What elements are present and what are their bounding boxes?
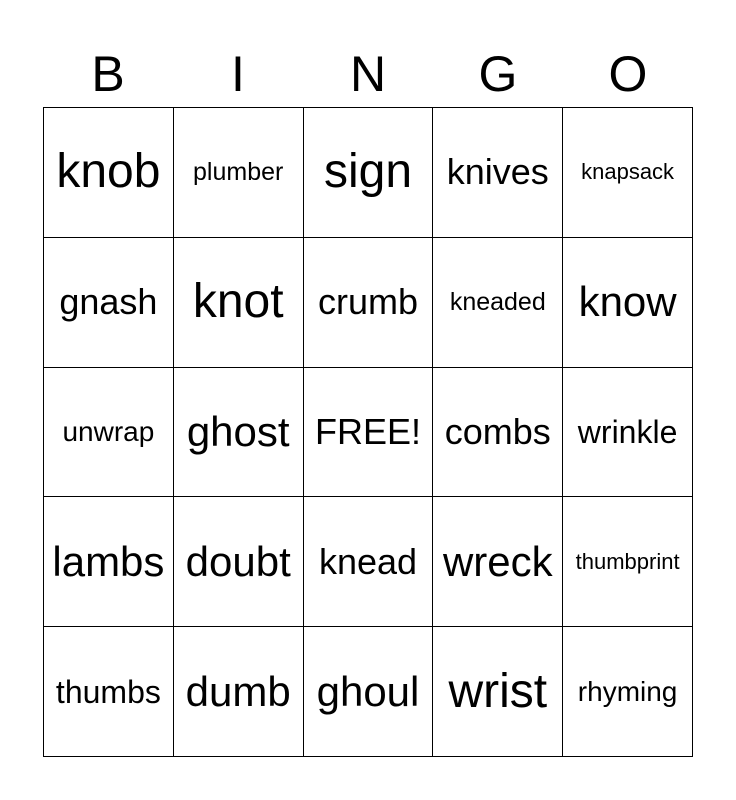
bingo-cell[interactable]: crumb <box>304 238 434 368</box>
bingo-cell-free[interactable]: FREE! <box>304 368 434 498</box>
bingo-cell[interactable]: thumbprint <box>563 497 693 627</box>
bingo-cell[interactable]: know <box>563 238 693 368</box>
bingo-cell[interactable]: knot <box>174 238 304 368</box>
bingo-cell[interactable]: wrist <box>433 627 563 757</box>
header-letter-n: N <box>349 46 387 102</box>
bingo-cell[interactable]: wrinkle <box>563 368 693 498</box>
bingo-cell[interactable]: dumb <box>174 627 304 757</box>
bingo-cell[interactable]: knead <box>304 497 434 627</box>
bingo-cell[interactable]: ghost <box>174 368 304 498</box>
bingo-cell[interactable]: lambs <box>44 497 174 627</box>
bingo-cell[interactable]: combs <box>433 368 563 498</box>
bingo-cell[interactable]: knives <box>433 108 563 238</box>
bingo-cell[interactable]: knob <box>44 108 174 238</box>
bingo-cell[interactable]: plumber <box>174 108 304 238</box>
bingo-cell[interactable]: wreck <box>433 497 563 627</box>
header-letter-o: O <box>608 46 648 102</box>
bingo-cell[interactable]: unwrap <box>44 368 174 498</box>
bingo-cell[interactable]: thumbs <box>44 627 174 757</box>
bingo-cell[interactable]: ghoul <box>304 627 434 757</box>
bingo-cell[interactable]: rhyming <box>563 627 693 757</box>
bingo-cell[interactable]: knapsack <box>563 108 693 238</box>
header-letter-b: B <box>91 46 125 102</box>
bingo-header <box>43 42 693 106</box>
bingo-cell[interactable]: gnash <box>44 238 174 368</box>
header-letter-g: G <box>478 46 518 102</box>
bingo-cell[interactable]: sign <box>304 108 434 238</box>
header-letter-i: I <box>231 46 245 102</box>
bingo-cell[interactable]: doubt <box>174 497 304 627</box>
bingo-board <box>43 107 693 757</box>
bingo-cell[interactable]: kneaded <box>433 238 563 368</box>
